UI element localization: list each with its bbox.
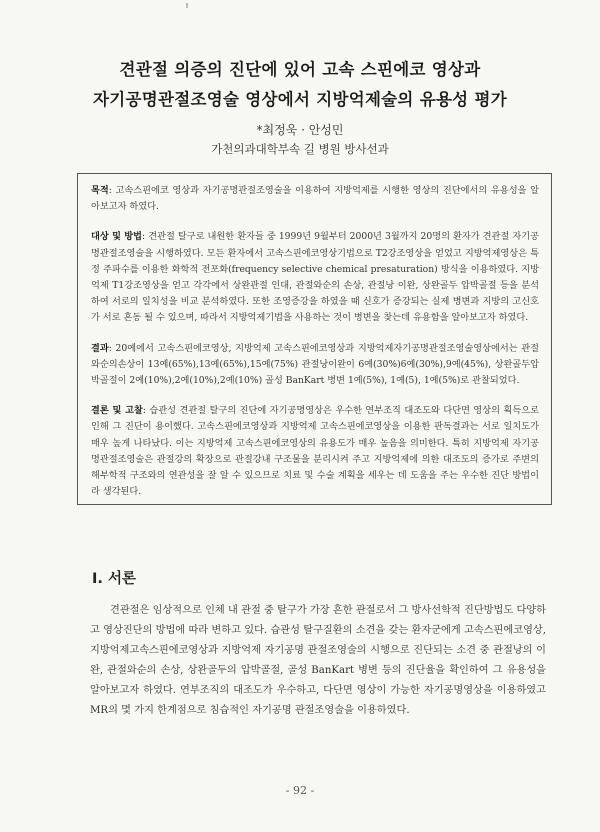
author-line: *최정욱 · 안성민 [256,123,344,137]
title-line-1: 견관절 의증의 진단에 있어 고속 스핀에코 영상과 [119,60,481,79]
section-heading: Ⅰ. 서론 [92,571,136,587]
abstract-purpose-text: : 고속스핀에코 영상과 자기공명관절조영술을 이용하여 지방억제를 시행한 영상의 진단에서의 유용성을 알아보고자 하였다. [91,185,539,213]
scan-speck [186,3,188,8]
affiliation-line: 가천의과대학부속 길 병원 방사선과 [211,142,389,156]
section-body-paragraph: 견관절은 임상적으로 인체 내 관절 중 탈구가 가장 흔한 관절로서 그 방사선학적 진단방법도 다양하고 영상진단의 방법에 따라 변하고 있다. 습관성 탈구질환의 소견을 갖는 환자군에게 고속스핀에코영상, 지방억제고속스핀에코영상과 지방억제 자기공명 관절조영술의 시행으로 진단되는 소견 중 관절낭의 이완, 관절와순의 손상, 상완골두의 압박골절, 골성 BanKart 병변 등의 진단율을 확인하여 그 유용성을 알아보고자 하였다. 연부조직의 대조도가 우수하고, 다단면 영상이 가능한 자기공명영상을 이용하였고 MR의 몇 가지 한계점으로 침습적인 자기공명 관절조영술을 이용하였다. [90,605,546,716]
abstract-methods [91,229,539,326]
abstract-purpose-label: 목적 [91,185,109,196]
abstract-box [77,173,552,505]
abstract-methods-label: 대상 및 방법 [91,231,143,243]
abstract-conclusion-text: : 습관성 견관절 탈구의 진단에 자기공명영상은 우수한 연부조직 대조도와 다단면 영상의 획득으로 인해 그 진단이 용이했다. 고속스핀에코영상과 지방억제 고속스핀에코영상을 이용한 판독결과는 서로 일치도가 매우 높게 나타났다. 이는 지방억제 고속스핀에코영상의 유용도가 매우 높음을 의미한다. 특히 지방억제 자기공명관절조영술은 관절강의 확장으로 관절강내 구조물을 분리시켜 주고 지방억제에 의한 대조도의 증가로 주변의 해부학적 구조와의 연관성을 잘 알 수 있으므로 치료 및 수술 계획을 세우는 데 도움을 주는 우수한 진단 방법이라 생각된다. [91,405,539,498]
abstract-methods-text: : 견관절 탈구로 내원한 환자들 중 1999년 9월부터 2000년 3월까지 20명의 환자가 견관절 자기공명관절조영술을 시행하였다. 모든 환자에서 고속스핀에코영상기법으로 T2강조영상을 얻었고 지방억제영상은 특정 주파수를 이용한 화학적 전포화(frequency selective chemical presaturation) 방식을 이용하였다. 지방억제 T1강조영상을 얻고 각각에서 상완관절 인대, 관절와순의 손상, 관절낭 이완, 상완골두 압박골절 등을 분석하여 서로의 일치성을 비교 분석하였다. 또한 조영증강을 하였을 때 신호가 증강되는 실제 병변과 지방의 고신호가 서로 혼동 될 수 있으며, 따라서 지방억제기법을 사용하는 것이 병변을 찾는데 유용함을 알아보고자 하였다. [91,231,539,324]
abstract-conclusion [91,403,539,500]
abstract-results [91,341,539,390]
abstract-results-label: 결과 [91,342,109,354]
abstract-results-text: : 20예에서 고속스핀에코영상, 지방억제 고속스핀에코영상과 지방억제자기공명관절조영술영상에서는 관절와순의손상이 13예(65%),13예(65%),15예(75%) 관절낭이완이 6예(30%)6예(30%),9예(45%), 상완골두압박골절이 2예(10%),2예(10%),2예(10%) 골성 BanKart 병변 1예(5%), 1예(5), 1예(5%)로 관찰되었다. [91,342,539,387]
page-number: - 92 - [285,784,315,797]
abstract-conclusion-label: 결론 및 고찰 [91,405,143,417]
title-line-2: 자기공명관절조영술 영상에서 지방억제술의 유용성 평가 [93,90,507,109]
abstract-purpose [91,183,539,215]
